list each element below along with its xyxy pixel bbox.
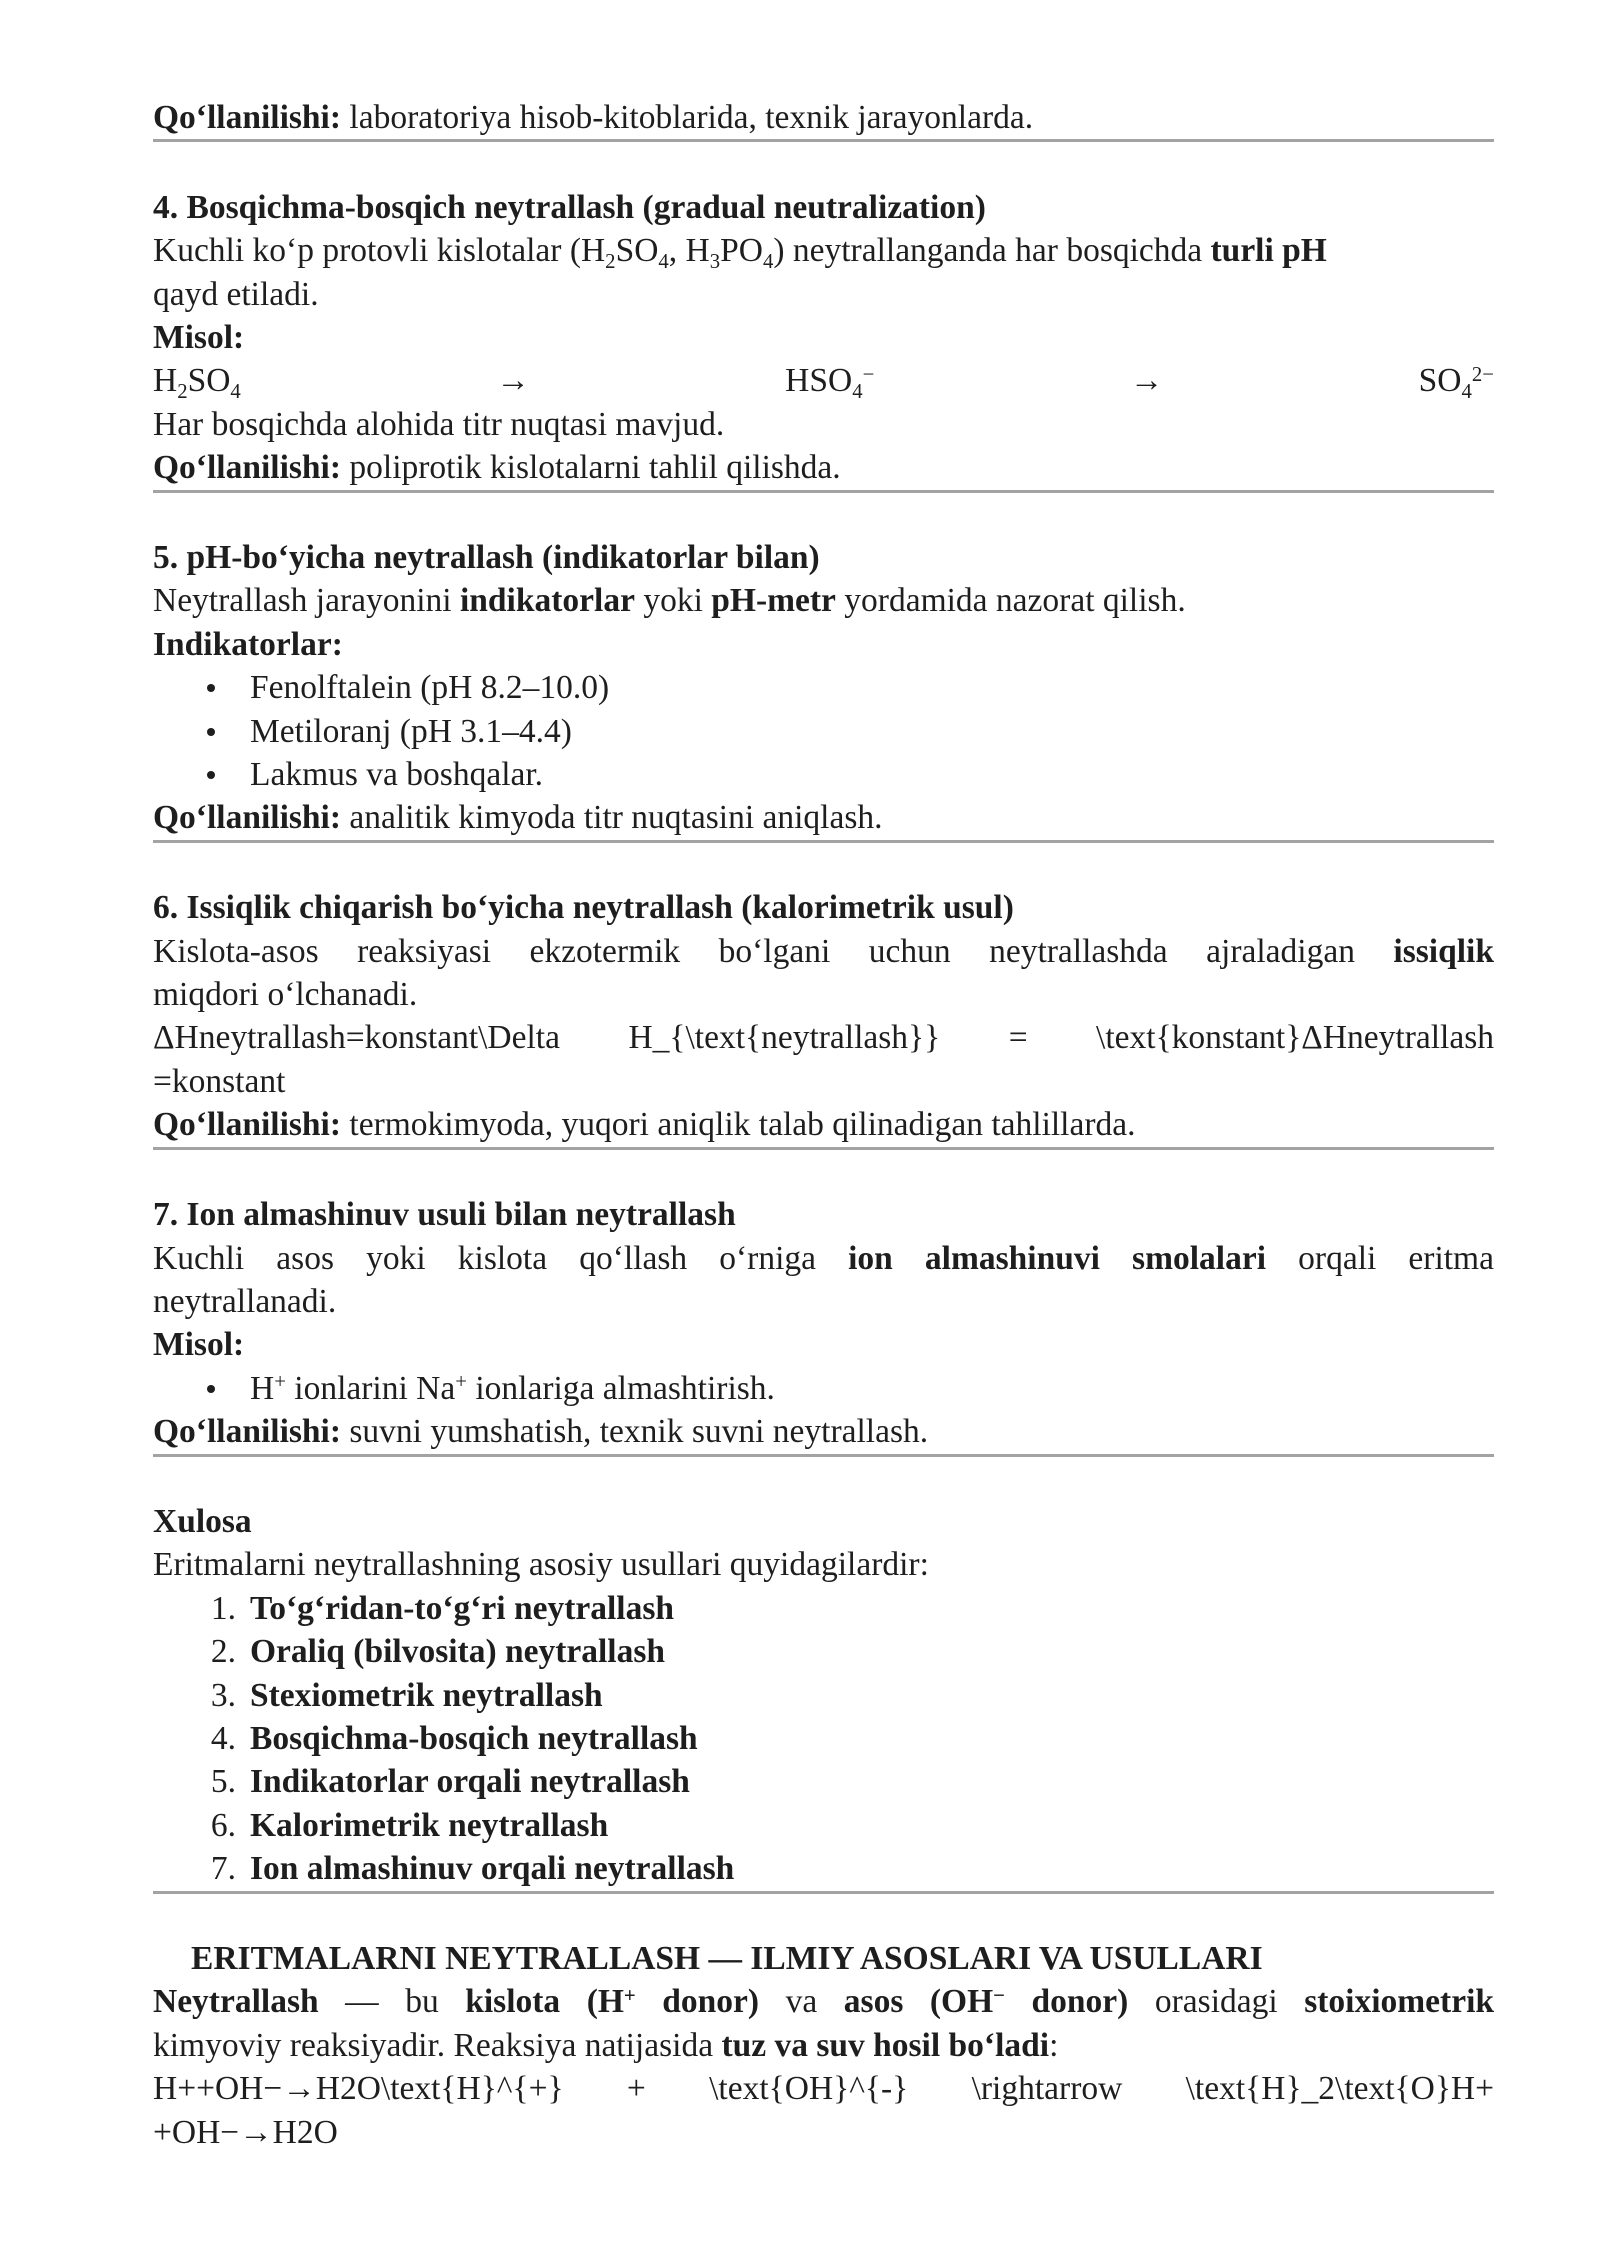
text: ) neytrallanganda har bosqichda xyxy=(773,232,1211,270)
s7-example-label: Misol: xyxy=(153,1326,245,1364)
bold-text: turli pH xyxy=(1210,232,1327,270)
s7-title: 7. Ion almashinuv usuli bilan neytrallash xyxy=(153,1196,736,1234)
s4-note: Har bosqichda alohida titr nuqtasi mavjud. xyxy=(153,405,725,443)
s4-paragraph-cont: qayd etiladi. xyxy=(153,275,319,313)
usage-label: Qo‘llanilishi: xyxy=(153,1413,342,1451)
s5-indicators-label: Indikatorlar: xyxy=(153,625,343,663)
list-item: Lakmus va boshqalar. xyxy=(153,753,1494,796)
s3-usage xyxy=(153,96,1494,139)
final-heading: ERITMALARNI NEYTRALLASH — ILMIY ASOSLARI VA USULLARI xyxy=(191,1939,1263,1977)
usage-text: analitik kimyoda titr nuqtasini aniqlash. xyxy=(341,799,883,837)
usage-label: Qo‘llanilishi: xyxy=(153,449,342,487)
document-page xyxy=(153,96,1494,2154)
list-item: 3. Stexiometrik neytrallash xyxy=(210,1676,603,1714)
s5-paragraph: Neytrallash jarayonini indikatorlar yoki pH-metr yordamida nazorat qilish. xyxy=(153,582,1186,620)
usage-text: poliprotik kislotalarni tahlil qilishda. xyxy=(341,449,841,487)
eq-term-h2so4: $H_2SO_4$ xyxy=(153,362,241,404)
subscript: 3 xyxy=(709,249,721,273)
usage-label: Qo‘llanilishi: xyxy=(153,799,342,837)
subscript: 2 xyxy=(605,249,616,273)
final-formula: H++OH−→H2O\text{H}^{+} + \text{OH}^{-} \rightarrow \text{H}_2\text{O}H+ xyxy=(153,2070,1494,2108)
list-item: 2. Oraliq (bilvosita) neytrallash xyxy=(210,1633,666,1671)
s4-usage xyxy=(153,446,1494,489)
s7-paragraph: Kuchli asos yoki kislota qo‘llash o‘rniga ion almashinuvi smolalari orqali eritma xyxy=(153,1239,1494,1277)
s5-title: 5. pH-bo‘yicha neytrallash (indikatorlar bilan) xyxy=(153,539,820,577)
list-item: 5. Indikatorlar orqali neytrallash xyxy=(210,1763,690,1801)
list-item: Metiloranj (pH 3.1–4.4) xyxy=(153,710,1494,753)
s6-title: 6. Issiqlik chiqarish bo‘yicha neytrallash (kalorimetrik usul) xyxy=(153,889,1014,927)
s5-usage xyxy=(153,796,1494,839)
usage-label: Qo‘llanilishi: xyxy=(153,1106,342,1144)
summary-intro: Eritmalarni neytrallashning asosiy usullari quyidagilardir: xyxy=(153,1546,929,1584)
text: Kuchli ko‘p protovli kislotalar (H xyxy=(153,232,606,270)
usage-label: Qo‘llanilishi: xyxy=(153,99,342,136)
eq-term-hso4: $HSO_4^-$ xyxy=(785,362,875,404)
s4-paragraph xyxy=(153,229,1494,272)
s4-equation xyxy=(153,359,1494,402)
final-paragraph-cont: kimyoviy reaksiyadir. Reaksiya natijasida tuz va suv hosil bo‘ladi: xyxy=(153,2026,1059,2064)
s6-paragraph: Kislota-asos reaksiyasi ekzotermik bo‘lgani uchun neytrallashda ajraladigan issiqlik xyxy=(153,932,1494,970)
final-paragraph: Neytrallash — bu kislota (H+ donor) va asos (OH− donor) orasidagi stoixiometrik xyxy=(153,1983,1495,2021)
example-list xyxy=(153,1367,1494,1410)
final-formula-cont: +OH−→H2O xyxy=(153,2113,338,2151)
s6-formula-cont: =konstant xyxy=(153,1062,286,1100)
text: , H xyxy=(668,232,710,270)
text: SO xyxy=(615,232,659,270)
subscript: 4 xyxy=(658,249,669,273)
s4-example-label: Misol: xyxy=(153,319,245,357)
list-item: 1. To‘g‘ridan-to‘g‘ri neytrallash xyxy=(210,1589,675,1627)
list-item: 7. Ion almashinuv orqali neytrallash xyxy=(210,1850,735,1888)
s7-paragraph-cont: neytrallanadi. xyxy=(153,1282,337,1320)
summary-list xyxy=(153,1587,1494,1891)
eq-arrow: → xyxy=(496,362,530,400)
usage-text: suvni yumshatish, texnik suvni neytrallash. xyxy=(341,1413,929,1451)
indicator-list xyxy=(153,666,1494,796)
usage-text: laboratoriya hisob-kitoblarida, texnik jarayonlarda. xyxy=(341,99,1034,136)
summary-title: Xulosa xyxy=(153,1502,252,1540)
text: PO xyxy=(720,232,763,270)
list-item: H+ ionlarini Na+ ionlariga almashtirish. xyxy=(153,1367,1494,1410)
s6-paragraph-cont: miqdori o‘lchanadi. xyxy=(153,976,418,1014)
list-item: Fenolftalein (pH 8.2–10.0) xyxy=(153,666,1494,709)
subscript: 4 xyxy=(762,249,774,273)
list-item: 4. Bosqichma-bosqich neytrallash xyxy=(210,1719,698,1757)
s6-formula: ΔHneytrallash=konstant\Delta H_{\text{neytrallash}} = \text{konstant}ΔHneytrallash xyxy=(153,1019,1494,1057)
list-item: 6. Kalorimetrik neytrallash xyxy=(210,1806,609,1844)
s6-usage xyxy=(153,1103,1494,1146)
s7-usage xyxy=(153,1410,1494,1453)
eq-arrow: → xyxy=(1129,362,1164,400)
s4-title: 4. Bosqichma-bosqich neytrallash (gradual neutralization) xyxy=(153,188,986,226)
usage-text: termokimyoda, yuqori aniqlik talab qilinadigan tahlillarda. xyxy=(341,1106,1136,1144)
eq-term-so4: $SO_4^{2-}$ xyxy=(1418,362,1494,404)
